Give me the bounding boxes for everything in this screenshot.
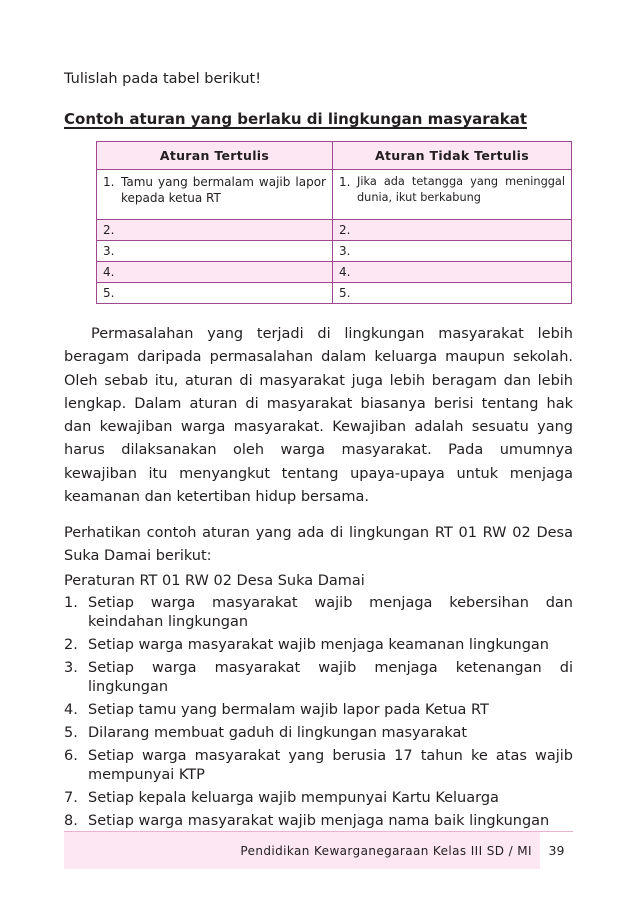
row-number: 3. xyxy=(103,244,115,258)
cell-text: Jika ada tetangga yang meninggal dunia, ikut berkabung xyxy=(357,175,565,204)
table-cell[interactable] xyxy=(97,241,333,262)
item-number: 2. xyxy=(64,637,78,653)
header-unwritten-rules: Aturan Tidak Tertulis xyxy=(333,142,572,170)
table-cell[interactable] xyxy=(97,220,333,241)
table-row xyxy=(97,170,572,220)
page-number: 39 xyxy=(540,832,573,869)
item-text: Setiap warga masyarakat wajib menjaga keamanan lingkungan xyxy=(88,637,549,653)
rules-table xyxy=(96,141,572,304)
list-item xyxy=(64,636,573,655)
row-number: 5. xyxy=(339,286,351,300)
regulation-title: Peraturan RT 01 RW 02 Desa Suka Damai xyxy=(64,573,365,589)
row-number: 5. xyxy=(103,286,115,300)
table-cell xyxy=(333,170,572,220)
item-text: Setiap tamu yang bermalam wajib lapor pada Ketua RT xyxy=(88,702,489,718)
page-footer xyxy=(64,831,573,869)
body-paragraph: Perhatikan contoh aturan yang ada di lingkungan RT 01 RW 02 Desa Suka Damai berikut: xyxy=(64,525,573,565)
list-item xyxy=(64,701,573,720)
row-number: 4. xyxy=(339,265,351,279)
row-number: 2. xyxy=(103,223,115,237)
body-paragraph: Permasalahan yang terjadi di lingkungan masyarakat lebih beragam daripada permasalahan dalam keluarga maupun sekolah. Oleh sebab itu, aturan di masyarakat juga lebih beragam dan lebih lengkap. Dalam aturan di masyarakat biasanya berisi tentang hak dan kewajiban warga masyarakat. Kewajiban adalah sesuatu yang harus dilaksanakan oleh warga masyarakat. Pada umumnya kewajiban itu menyangkut tentang upaya-upaya untuk menjaga keamanan dan ketertiban hidup bersama. xyxy=(64,326,573,506)
item-text: Setiap warga masyarakat wajib menjaga nama baik lingkungan xyxy=(88,813,550,829)
table-row xyxy=(97,283,572,304)
table-cell[interactable] xyxy=(333,241,572,262)
row-number: 3. xyxy=(339,244,351,258)
item-number: 8. xyxy=(64,813,78,829)
list-item xyxy=(64,724,573,743)
list-item xyxy=(64,659,573,697)
list-item xyxy=(64,747,573,785)
section-heading: Contoh aturan yang berlaku di lingkungan masyarakat xyxy=(64,110,528,128)
item-number: 7. xyxy=(64,790,78,806)
header-written-rules: Aturan Tertulis xyxy=(97,142,333,170)
intro-text: Tulislah pada tabel berikut! xyxy=(64,71,262,87)
item-text: Setiap warga masyarakat yang berusia 17 tahun ke atas wajib mempunyai KTP xyxy=(88,748,573,783)
item-text: Setiap kepala keluarga wajib mempunyai Kartu Keluarga xyxy=(88,790,499,806)
book-title: Pendidikan Kewarganegaraan Kelas III SD / MI xyxy=(240,844,532,858)
table-cell[interactable] xyxy=(333,220,572,241)
item-text: Setiap warga masyarakat wajib menjaga ketenangan di lingkungan xyxy=(88,660,573,695)
regulation-list xyxy=(64,594,573,835)
item-number: 1. xyxy=(64,595,78,611)
row-number: 1. xyxy=(339,175,351,189)
item-number: 3. xyxy=(64,660,78,676)
table-row xyxy=(97,241,572,262)
list-item xyxy=(64,812,573,831)
table-cell[interactable] xyxy=(97,262,333,283)
table-header-row xyxy=(97,142,572,170)
table-cell[interactable] xyxy=(333,262,572,283)
row-number: 2. xyxy=(339,223,351,237)
item-text: Dilarang membuat gaduh di lingkungan masyarakat xyxy=(88,725,468,741)
row-number: 1. xyxy=(103,175,115,189)
cell-text: Tamu yang bermalam wajib lapor kepada ketua RT xyxy=(121,175,326,205)
item-number: 6. xyxy=(64,748,78,764)
table-row xyxy=(97,220,572,241)
table-row xyxy=(97,262,572,283)
item-number: 5. xyxy=(64,725,78,741)
list-item xyxy=(64,789,573,808)
item-text: Setiap warga masyarakat wajib menjaga kebersihan dan keindahan lingkungan xyxy=(88,595,573,630)
table-cell xyxy=(97,170,333,220)
table-cell[interactable] xyxy=(333,283,572,304)
table-cell[interactable] xyxy=(97,283,333,304)
row-number: 4. xyxy=(103,265,115,279)
list-item xyxy=(64,594,573,632)
item-number: 4. xyxy=(64,702,78,718)
